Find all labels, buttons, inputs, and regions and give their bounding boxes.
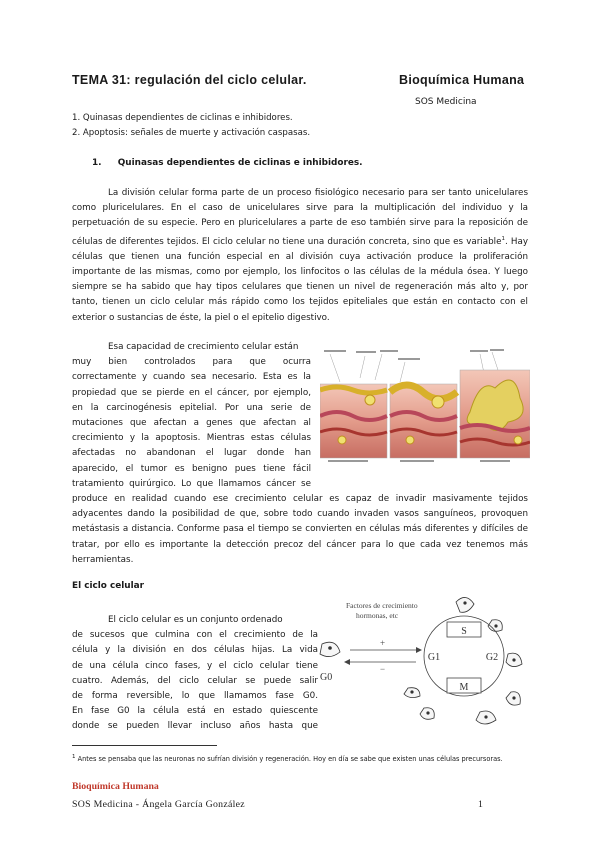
paragraph-text: La división celular forma parte de un proceso fisiológico necesario para ser tanto unicelulares como pluricelulares. En el caso de unicelulares sirve para la multiplicación del individuo y la perpetuación de su especie. Pero en pluricelulares a parte de eso también sirve para la reposición de células de diferentes tejidos. El ciclo celular no tiene una duración concreta, sino que es variable: [72, 188, 528, 247]
toc-item: 2. Apoptosis: señales de muerte y activación caspasas.: [72, 128, 311, 138]
text-line: muy bien controlados para que ocurra: [72, 357, 311, 368]
text-line: cuatro. Además, del ciclo celular se puede salir: [72, 675, 318, 686]
panel-benign: [390, 384, 457, 458]
phase-g2-label: G2: [485, 652, 499, 663]
text-line: de forma reversible, lo que llamamos fase G0.: [72, 691, 318, 702]
hormones-label: hormonas, etc: [356, 611, 399, 620]
paragraph-cancer: [72, 340, 311, 492]
plus-sign: +: [380, 638, 386, 648]
toc-item: 1. Quinasas dependientes de ciclinas e inhibidores.: [72, 113, 293, 123]
text-line: célula y la división en dos células hijas. La vida: [72, 645, 318, 656]
section-heading: [92, 158, 363, 168]
footnote-ref: 1: [501, 235, 505, 242]
text-line: correctamente y cuando sea necesario. Esta es la: [72, 372, 311, 383]
panel-malignant: [460, 370, 530, 458]
paragraph-text: . Hay células que tienen una función especial en al división cuya activación produce la proliferación importante de las mismas, como por ejemplo, los linfocitos o las células de la médula ósea. Y luego siempre se ha sabido que hay tipos celulares que tienen un nivel de regeneración más alto y, por tanto, tienen un ciclo celular más rápido como los tejidos epiteliales que están en contacto con el exterior o sustancias de éste, la piel o el epitelio digestivo.: [72, 236, 528, 323]
footnote-text: Antes se pensaba que las neuronas no sufrían división y regeneración. Hoy en día se sabe que existen unas células precursoras.: [77, 755, 503, 764]
minus-sign: −: [380, 664, 386, 674]
phase-m-label: M: [459, 682, 469, 693]
text-line: tratamiento quirúrgico. Lo que llamamos cáncer se: [72, 478, 311, 489]
phase-s-label: S: [461, 626, 467, 637]
footnote-number: 1: [72, 754, 76, 760]
table-of-contents: [72, 111, 310, 141]
phase-g1-label: G1: [427, 652, 441, 663]
footer-author: SOS Medicina - Ángela García González: [72, 799, 245, 810]
text-line: donde se pueden llevar incluso años hasta que: [72, 721, 318, 732]
section-title: Quinasas dependientes de ciclinas e inhibidores.: [117, 158, 363, 168]
text-line: En fase G0 la célula está en estado quiescente: [72, 706, 318, 717]
text-line: El ciclo celular es un conjunto ordenado: [108, 615, 283, 625]
paragraph-cell-cycle: [72, 613, 318, 735]
text-line: aparecido, el tumor es benigno pues tiene fácil: [72, 463, 311, 474]
paragraph-cancer-continuation: produce en realidad cuando ese crecimiento celular es capaz de invadir masivamente tejidos adyacentes dando la posibilidad de que, sobre todo cuando invaden vasos sanguíneos, provoquen metástasis a distancia. Conforme pasa el tiempo se convierten en células más diferentes y difíciles de tratar, por ello es importante la detección precoz del cáncer para lo que cada vez tenemos más herramientas.: [72, 494, 528, 565]
text-line: propiedad que se pierde en el cáncer, por ejemplo,: [72, 387, 311, 398]
paragraph-intro: [72, 186, 528, 326]
carcinogenesis-figure: [320, 348, 530, 468]
organization: SOS Medicina: [415, 97, 477, 107]
phase-g0-label: G0: [320, 672, 333, 683]
subject-title: Bioquímica Humana: [399, 73, 525, 87]
text-line: de sucesos que culmina con el crecimiento de la: [72, 630, 318, 641]
text-line: en la carcinogénesis epitelial. Por una serie de: [72, 402, 311, 413]
footer-subject: Bioquímica Humana: [72, 781, 159, 792]
text-line: de una célula cinco fases, y el ciclo celular tiene: [72, 660, 318, 671]
footnote-separator: [72, 745, 217, 746]
text-line: crecimiento y la apoptosis. Mientras estas células: [72, 433, 311, 444]
text-line: afectadas no abandonan el lugar donde han: [72, 448, 311, 459]
section-number: 1.: [92, 158, 102, 168]
text-line: Esa capacidad de crecimiento celular están: [108, 342, 299, 352]
page-number: 1: [478, 799, 483, 810]
growth-factors-label: Factores de crecimiento: [346, 601, 418, 610]
document-title: TEMA 31: regulación del ciclo celular.: [72, 73, 307, 87]
section-heading: El ciclo celular: [72, 581, 145, 591]
panel-normal: [320, 384, 387, 458]
footnote: [72, 752, 528, 765]
cell-cycle-diagram: [316, 590, 528, 740]
text-line: mutaciones que afectan a genes que afectan al: [72, 418, 311, 429]
